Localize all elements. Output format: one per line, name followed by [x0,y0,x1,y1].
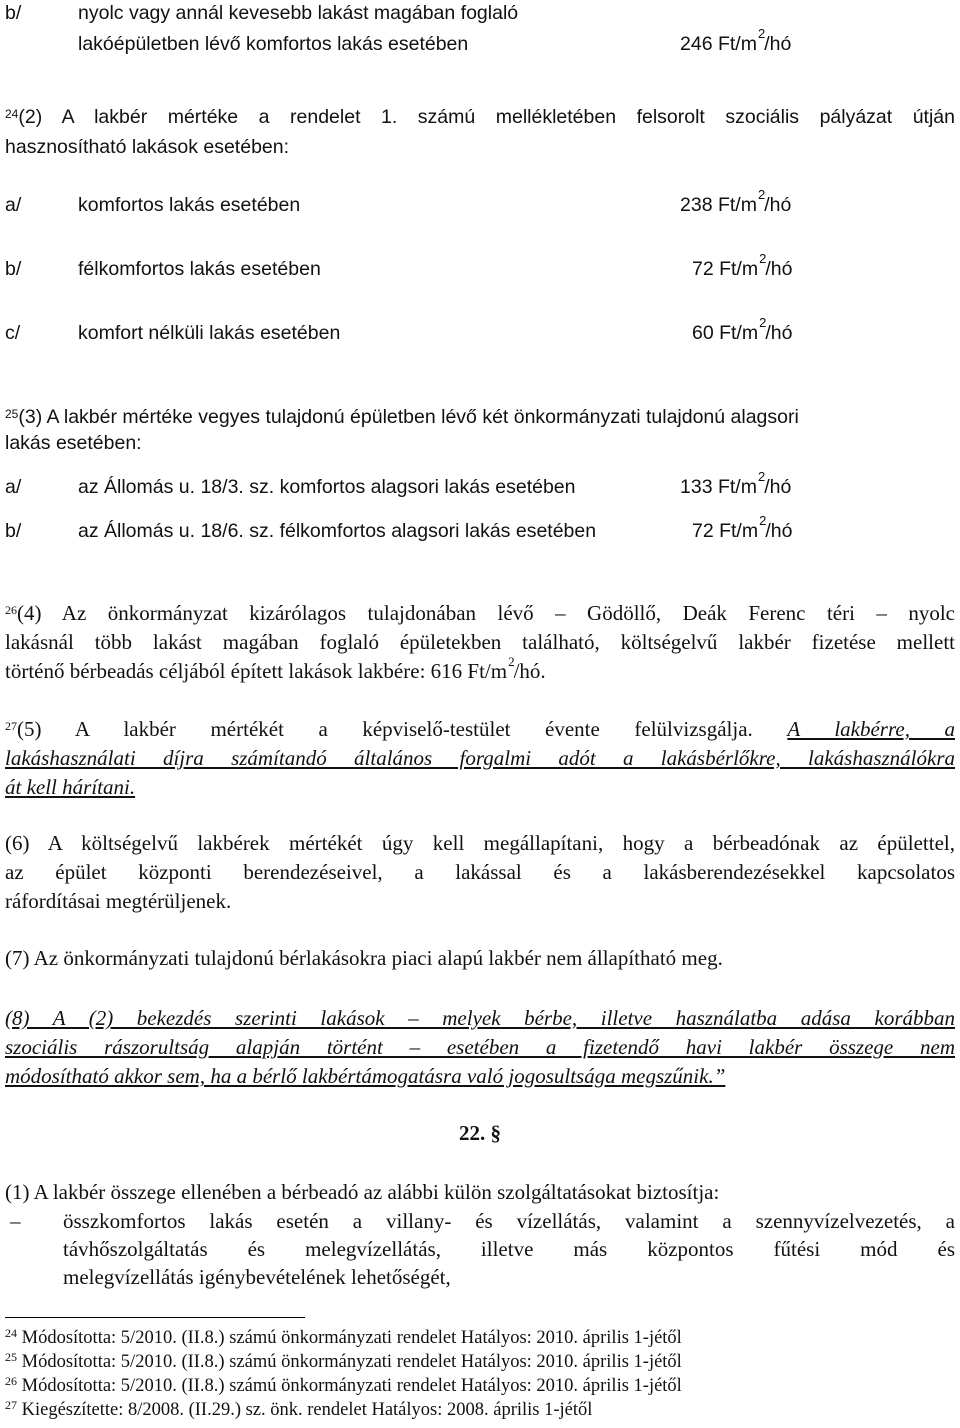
paragraph-5-cont: lakáshasználati díjra számítandó általános forgalmi adót a lakásbérlőkre, lakáshasználókra [5,746,955,770]
price: 246 $Ft/m^2/hó$ [680,26,792,55]
item-label: b/ [5,2,22,24]
paragraph-2: $^{24}$(2) A lakbér mértéke a rendelet 1. számú mellékletében felsorolt szociális pályázat útján [5,106,955,128]
paragraph-6-cont: az épület központi berendezéseivel, a lakással és a lakásberendezésekkel kapcsolatos [5,860,955,884]
footnote-separator [5,1317,305,1318]
paragraph-7: (7) Az önkormányzati tulajdonú bérlakásokra piaci alapú lakbér nem állapítható meg. [5,946,723,970]
item-label: b/ [5,520,22,542]
item-label: c/ [5,322,21,344]
item-text: az Állomás u. 18/6. sz. félkomfortos alagsori lakás esetében [78,520,597,542]
paragraph-4: $^{26}$(4) Az önkormányzat kizárólagos tulajdonában lévő – Gödöllő, Deák Ferenc téri – nyolc [5,601,955,625]
item-text: az Állomás u. 18/3. sz. komfortos alagsori lakás esetében [78,476,576,498]
item-text: komfort nélküli lakás esetében [78,322,341,344]
paragraph-8-end: módosítható akkor sem, ha a bérlő lakbértámogatásra való jogosultsága megszűnik.” [5,1064,726,1088]
footnote-ref: 26 [5,603,17,617]
footnote: $^{27}$ Kiegészítette: 8/2008. (II.29.) sz. önk. rendelet Hatályos: 2008. április 1-jétől [5,1398,593,1420]
footnote-ref: 24 [5,107,19,121]
paragraph-4-end: történő bérbeadás céljából épített lakások lakbére: 616 $Ft/m^2/hó$. [5,654,546,683]
item-text: komfortos lakás esetében [78,194,301,216]
item-text: lakóépületben lévő komfortos lakás esetében [78,33,469,55]
paragraph-5-end: át kell hárítani. [5,775,136,799]
paragraph-5: $^{27}$(5) A lakbér mértékét a képviselő-testület évente felülvizsgálja. A lakbérre, a [5,717,955,741]
price: 72 $Ft/m^2/hó$ [692,513,793,542]
paragraph-8-cont: szociális rászorultság alapján történt – esetében a fizetendő havi lakbér összege nem [5,1035,955,1059]
paragraph-22-1: (1) A lakbér összege ellenében a bérbeadó az alábbi külön szolgáltatásokat biztosítja: [5,1180,720,1204]
paragraph-6: (6) A költségelvű lakbérek mértékét úgy kell megállapítani, hogy a bérbeadónak az épülettel, [5,831,955,855]
footnote: $^{24}$ Módosította: 5/2010. (II.8.) számú önkormányzati rendelet Hatályos: 2010. április 1-jétől [5,1326,682,1348]
item-text: nyolc vagy annál kevesebb lakást magában foglaló [78,2,519,24]
dash-bullet: – [10,1209,21,1233]
item-label: b/ [5,258,22,280]
section-heading: 22. § [459,1121,501,1145]
paragraph-4-cont: lakásnál több lakást magában foglaló épületekben található, költségelvű lakbér fizetése mellett [5,630,955,654]
paragraph-3: $^{25}$(3) A lakbér mértéke vegyes tulajdonú épületben lévő két önkormányzati tulajdonú alagsori [5,406,799,428]
price: 133 $Ft/m^2/hó$ [680,469,792,498]
bullet-text: melegvízellátás igénybevételének lehetőségét, [63,1265,451,1289]
footnote-ref: 25 [5,407,19,421]
footnote-ref: 27 [5,719,17,733]
item-label: a/ [5,476,22,498]
price: 60 $Ft/m^2/hó$ [692,315,793,344]
paragraph-3-cont: lakás esetében: [5,432,142,454]
item-text: félkomfortos lakás esetében [78,258,321,280]
paragraph-2-cont: hasznosítható lakások esetében: [5,136,290,158]
item-label: a/ [5,194,22,216]
price: 72 $Ft/m^2/hó$ [692,251,793,280]
price: 238 $Ft/m^2/hó$ [680,187,792,216]
paragraph-8: (8) A (2) bekezdés szerinti lakások – melyek bérbe, illetve használatba adása korábban [5,1006,955,1030]
paragraph-6-end: ráfordításai megtérüljenek. [5,889,232,913]
footnote: $^{26}$ Módosította: 5/2010. (II.8.) számú önkormányzati rendelet Hatályos: 2010. április 1-jétől [5,1374,682,1396]
footnote: $^{25}$ Módosította: 5/2010. (II.8.) számú önkormányzati rendelet Hatályos: 2010. április 1-jétől [5,1350,682,1372]
bullet-text: távhőszolgáltatás és melegvízellátás, illetve más központos fűtési mód és [63,1237,955,1261]
bullet-text: összkomfortos lakás esetén a villany- és vízellátás, valamint a szennyvízelvezetés, a [63,1209,955,1233]
